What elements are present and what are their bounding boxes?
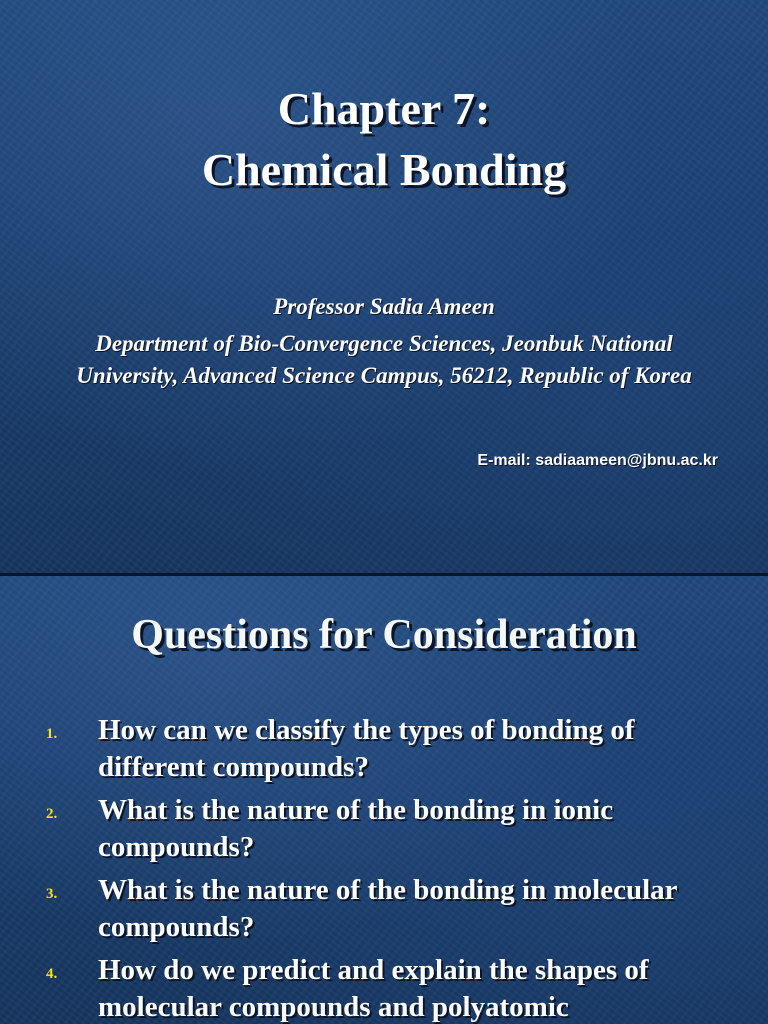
chapter-subtitle: Chemical Bonding bbox=[201, 144, 567, 195]
question-number: 1. bbox=[46, 726, 58, 742]
affiliation-line-1: Department of Bio-Convergence Sciences, Jeonbuk National bbox=[95, 331, 673, 356]
author-name: Professor Sadia Ameen bbox=[273, 294, 495, 319]
question-number: 4. bbox=[46, 966, 58, 982]
questions-title: Questions for Consideration bbox=[131, 612, 637, 658]
question-text: What is the nature of the bonding in ionic compounds? bbox=[98, 794, 614, 863]
question-number: 3. bbox=[46, 886, 58, 902]
list-item bbox=[0, 952, 768, 1024]
affiliation-line-2: University, Advanced Science Campus, 56212, Republic of Korea bbox=[76, 363, 692, 388]
question-text: How do we predict and explain the shapes of molecular compounds and polyatomic bbox=[98, 954, 649, 1023]
author-email: E-mail: sadiaameen@jbnu.ac.kr bbox=[477, 452, 718, 469]
list-item bbox=[0, 712, 768, 786]
chapter-title: Chapter 7: bbox=[277, 83, 491, 134]
question-list bbox=[0, 712, 768, 1024]
question-text: How can we classify the types of bonding of different compounds? bbox=[98, 714, 635, 783]
list-item bbox=[0, 872, 768, 946]
question-text: What is the nature of the bonding in molecular compounds? bbox=[98, 874, 677, 943]
question-number: 2. bbox=[46, 806, 58, 822]
list-item bbox=[0, 792, 768, 866]
questions-slide bbox=[0, 576, 768, 1024]
